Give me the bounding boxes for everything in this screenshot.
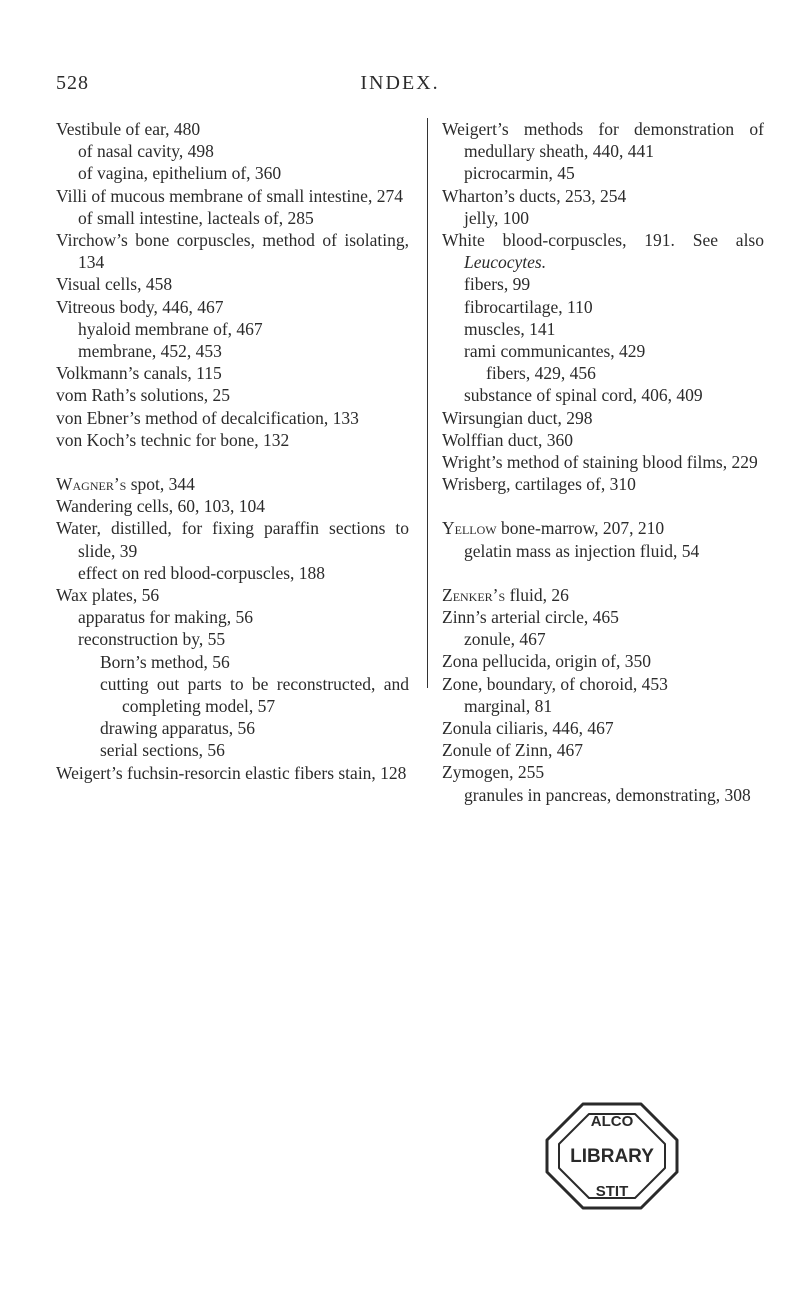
index-column-right xyxy=(442,118,764,806)
index-entry-text: of nasal cavity, 498 xyxy=(78,141,214,162)
index-entry xyxy=(56,606,409,628)
index-entry-text: of vagina, epithelium of, 360 xyxy=(78,163,282,184)
index-entry-text: von Ebner’s method of decalcification, 133 xyxy=(56,407,359,428)
index-entry-text: fibrocartilage, 110 xyxy=(464,296,593,317)
index-entry xyxy=(442,473,764,495)
index-entry-text: Weigert’s methods for demonstration of medullary sheath, 440, 441 xyxy=(442,119,764,162)
index-entry xyxy=(56,429,409,451)
index-entry xyxy=(56,296,409,318)
index-entry-text: von Koch’s technic for bone, 132 xyxy=(56,429,290,450)
index-entry xyxy=(442,273,764,295)
index-entry xyxy=(442,517,764,539)
index-entry-text: jelly, 100 xyxy=(464,207,529,228)
index-entry-text: effect on red blood-corpuscles, 188 xyxy=(78,562,326,583)
index-entry xyxy=(442,384,764,406)
index-entry-text: bone-marrow, 207, 210 xyxy=(496,518,665,539)
index-entry xyxy=(56,340,409,362)
index-entry-text: muscles, 141 xyxy=(464,318,556,339)
library-stamp-graphic xyxy=(537,1090,687,1220)
index-entry-text: serial sections, 56 xyxy=(100,740,225,761)
index-entry xyxy=(56,384,409,406)
index-entry-text: gelatin mass as injection fluid, 54 xyxy=(464,540,700,561)
index-entry xyxy=(56,362,409,384)
index-entry-text: picrocarmin, 45 xyxy=(464,163,575,184)
index-entry-headword: Wagner’s xyxy=(56,474,127,495)
index-entry xyxy=(56,318,409,340)
index-entry xyxy=(442,207,764,229)
index-entry xyxy=(442,407,764,429)
index-entry-text: Vitreous body, 446, 467 xyxy=(56,296,224,317)
index-entry xyxy=(442,340,764,362)
page-number: 528 xyxy=(56,72,89,94)
index-entry xyxy=(56,118,409,140)
index-entry-text: fibers, 99 xyxy=(464,274,531,295)
index-entry xyxy=(56,739,409,761)
index-entry-text: drawing apparatus, 56 xyxy=(100,718,256,739)
index-entry xyxy=(56,584,409,606)
index-entry xyxy=(56,162,409,184)
index-entry xyxy=(56,717,409,739)
index-letter-group xyxy=(56,118,409,451)
index-entry-text: granules in pancreas, demonstrating, 308 xyxy=(464,784,751,805)
index-letter-group xyxy=(56,473,409,784)
index-entry xyxy=(56,651,409,673)
index-entry-text: Villi of mucous membrane of small intestine, 274 xyxy=(56,185,403,206)
index-entry-text: Born’s method, 56 xyxy=(100,651,230,672)
index-entry xyxy=(442,739,764,761)
index-entry-text: rami communicantes, 429 xyxy=(464,341,646,362)
index-column-left xyxy=(56,118,409,784)
index-entry xyxy=(442,761,764,783)
index-entry-text: Wright’s method of staining blood films, 229 xyxy=(442,452,758,473)
index-entry-text: spot, 344 xyxy=(126,474,195,495)
stamp-bottom-text: STIT xyxy=(595,1183,629,1200)
index-entry-text: reconstruction by, 55 xyxy=(78,629,226,650)
index-entry xyxy=(56,562,409,584)
index-entry xyxy=(56,140,409,162)
index-entry-cross-reference: Leucocytes. xyxy=(464,252,547,273)
index-entry xyxy=(442,628,764,650)
index-entry xyxy=(442,429,764,451)
index-entry xyxy=(56,517,409,561)
index-entry-text: Wrisberg, cartilages of, 310 xyxy=(442,474,636,495)
index-entry-text: apparatus for making, 56 xyxy=(78,607,253,628)
index-entry-text: substance of spinal cord, 406, 409 xyxy=(464,385,703,406)
index-entry-text: Water, distilled, for fixing paraffin sections to slide, 39 xyxy=(56,518,409,561)
index-entry-text: Wirsungian duct, 298 xyxy=(442,407,593,428)
index-entry-text: membrane, 452, 453 xyxy=(78,341,222,362)
index-entry-text: White blood-corpuscles, 191. See also xyxy=(442,230,764,251)
index-entry-headword: Zenker’s xyxy=(442,584,506,605)
index-entry-text: fibers, 429, 456 xyxy=(486,363,596,384)
index-entry-text: Zonula ciliaris, 446, 467 xyxy=(442,718,614,739)
index-entry xyxy=(442,717,764,739)
index-entry xyxy=(442,185,764,207)
stamp-library-text: LIBRARY xyxy=(570,1146,654,1167)
index-entry-headword: Yellow xyxy=(442,518,497,539)
stamp-top-text: ALCO xyxy=(590,1113,634,1130)
index-entry-text: Zone, boundary, of choroid, 453 xyxy=(442,673,668,694)
index-entry-text: Vestibule of ear, 480 xyxy=(56,119,201,139)
library-stamp xyxy=(537,1090,687,1220)
index-entry-text: of small intestine, lacteals of, 285 xyxy=(78,207,314,228)
index-entry-text: Zinn’s arterial circle, 465 xyxy=(442,607,619,628)
index-entry xyxy=(442,606,764,628)
index-entry-text: fluid, 26 xyxy=(505,584,569,605)
index-entry xyxy=(56,473,409,495)
index-entry-text: Virchow’s bone corpuscles, method of isolating, 134 xyxy=(56,230,409,273)
index-entry xyxy=(442,296,764,318)
index-entry-text: zonule, 467 xyxy=(464,629,546,650)
index-entry xyxy=(442,229,764,273)
index-entry-text: hyaloid membrane of, 467 xyxy=(78,318,263,339)
index-entry-text: vom Rath’s solutions, 25 xyxy=(56,385,231,406)
index-entry xyxy=(442,162,764,184)
index-entry xyxy=(442,784,764,806)
index-entry-text: marginal, 81 xyxy=(464,695,553,716)
index-entry xyxy=(442,540,764,562)
index-entry xyxy=(442,118,764,162)
index-entry xyxy=(442,451,764,473)
index-entry-text: Wandering cells, 60, 103, 104 xyxy=(56,496,266,517)
index-entry xyxy=(442,695,764,717)
index-entry-text: cutting out parts to be reconstructed, and completing model, 57 xyxy=(100,673,409,717)
index-entry-text: Volkmann’s canals, 115 xyxy=(56,363,222,384)
index-entry xyxy=(56,407,409,429)
index-entry-text: Wharton’s ducts, 253, 254 xyxy=(442,185,627,206)
index-entry-text: Zymogen, 255 xyxy=(442,762,545,783)
index-entry xyxy=(442,673,764,695)
index-entry xyxy=(442,650,764,672)
index-entry-text: Zona pellucida, origin of, 350 xyxy=(442,651,651,672)
index-entry xyxy=(56,207,409,229)
index-letter-group xyxy=(442,584,764,806)
index-entry-text: Weigert’s fuchsin-resorcin elastic fibers stain, 128 xyxy=(56,762,407,783)
page-header xyxy=(0,72,800,102)
index-entry xyxy=(56,495,409,517)
index-entry-text: Zonule of Zinn, 467 xyxy=(442,740,583,761)
column-divider xyxy=(427,118,428,688)
index-entry xyxy=(56,185,409,207)
index-letter-group xyxy=(442,517,764,561)
index-entry-text: Wax plates, 56 xyxy=(56,585,160,606)
running-title: INDEX. xyxy=(360,72,440,94)
index-entry xyxy=(56,762,409,784)
index-entry xyxy=(442,584,764,606)
index-entry xyxy=(56,273,409,295)
index-entry-text: Visual cells, 458 xyxy=(56,274,173,295)
index-entry xyxy=(442,362,764,384)
index-entry xyxy=(56,229,409,273)
index-entry-text: Wolffian duct, 360 xyxy=(442,429,573,450)
index-letter-group xyxy=(442,118,764,495)
index-entry xyxy=(56,673,409,717)
index-entry xyxy=(442,318,764,340)
index-entry xyxy=(56,628,409,650)
